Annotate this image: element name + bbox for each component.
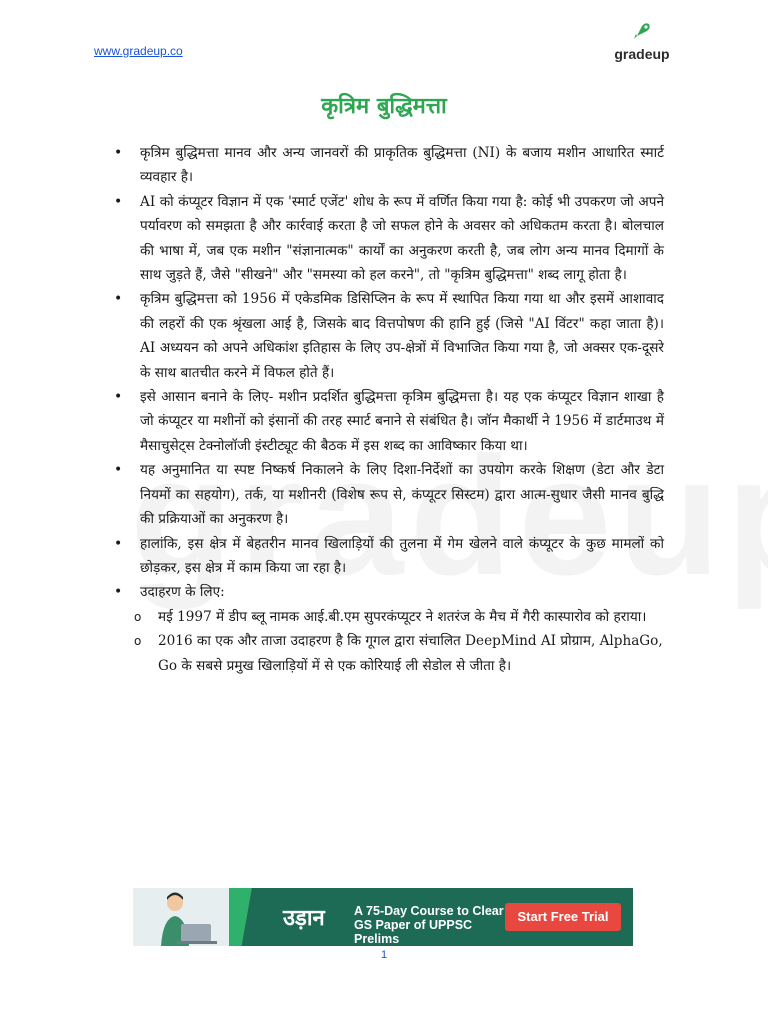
- page-title: कृत्रिम बुद्धिमत्ता: [321, 94, 447, 119]
- banner-brand: उड़ान: [283, 906, 325, 931]
- example-list: [112, 605, 664, 678]
- bullet-item: • यह अनुमानित या स्पष्ट निष्कर्ष निकालने के लिए दिशा-निर्देशों का उपयोग करके शिक्षण (डेटा और डेटा नियमों का सहयोग), तर्क, या मशीनरी (विशेष रूप से, कंप्यूटर सिस्टम) द्वारा आत्म-सुधार जैसी मानव बुद्धि की प्रक्रियाओं का अनुकरण है।: [112, 458, 664, 531]
- banner-stripe: [229, 888, 269, 946]
- bullet-item: • कृत्रिम बुद्धिमत्ता मानव और अन्य जानवरों की प्राकृतिक बुद्धिमत्ता (NI) के बजाय मशीन आधारित स्मार्ट व्यवहार है।: [112, 141, 664, 190]
- bullet-item: • कृत्रिम बुद्धिमत्ता को 1956 में एकेडमिक डिसिप्लिन के रूप में स्थापित किया गया था और इसमें आशावाद की लहरों की एक श्रृंखला आई है, जिसके बाद वित्तपोषण की हानि हुई (जिसे "AI विंटर" कहा जाता है)। AI अध्ययन को अपने अधिकांश इतिहास के लिए उप-क्षेत्रों में विभाजित किया गया है, जो अक्सर एक-दूसरे के साथ बातचीत करने में विफल होते हैं।: [112, 287, 664, 385]
- example-item: o 2016 का एक और ताजा उदाहरण है कि गूगल द्वारा संचालित DeepMind AI प्रोग्राम, AlphaGo, Go के सबसे प्रमुख खिलाड़ियों में से एक कोरियाई ली सेडोल से जीता है।: [112, 629, 664, 678]
- start-free-trial-button[interactable]: Start Free Trial: [505, 903, 621, 931]
- logo-text: gradeup: [614, 46, 670, 62]
- gradeup-logo: [612, 22, 672, 62]
- website-link[interactable]: www.gradeup.co: [94, 44, 183, 58]
- example-item: o मई 1997 में डीप ब्लू नामक आई.बी.एम सुपरकंप्यूटर ने शतरंज के मैच में गैरी कास्पारोव को हराया।: [112, 605, 664, 629]
- bullet-list: [112, 141, 664, 605]
- student-laptop-illustration: [133, 888, 229, 946]
- bullet-item: • हालांकि, इस क्षेत्र में बेहतरीन मानव खिलाड़ियों की तुलना में गेम खेलने वाले कंप्यूटर के कुछ मामलों को छोड़कर, इस क्षेत्र में काम किया जा रहा है।: [112, 532, 664, 581]
- rocket-icon: [631, 22, 653, 42]
- bullet-item: • AI को कंप्यूटर विज्ञान में एक 'स्मार्ट एजेंट' शोध के रूप में वर्णित किया गया है: कोई भी उपकरण जो अपने पर्यावरण को समझता है और कार्रवाई करता है जो सफल होने के अवसर को अधिकतम करता है। बोलचाल की भाषा में, जब एक मशीन "संज्ञानात्मक" कार्यों का अनुकरण करती है, जब लोग अन्य मानव दिमागों के साथ जुड़ते हैं, जैसे "सीखने" और "समस्या को हल करने", तो "कृत्रिम बुद्धिमत्ता" शब्द लागू होता है।: [112, 190, 664, 288]
- banner-text: A 75-Day Course to Clear GS Paper of UPPSC Prelims: [354, 904, 504, 946]
- page-number: 1: [380, 949, 388, 961]
- document-body: [112, 141, 664, 678]
- promo-banner[interactable]: [133, 888, 633, 946]
- bullet-item: • उदाहरण के लिए:: [112, 580, 664, 604]
- bullet-item: • इसे आसान बनाने के लिए- मशीन प्रदर्शित बुद्धिमत्ता कृत्रिम बुद्धिमत्ता है। यह एक कंप्यूटर विज्ञान शाखा है जो कंप्यूटर या मशीनों को इंसानों की तरह स्मार्ट बनाने से संबंधित है। जॉन मैकार्थी ने 1956 में डार्टमाउथ में मैसाचुसेट्स टेक्नोलॉजी इंस्टीट्यूट की बैठक में इस शब्द का आविष्कार किया था।: [112, 385, 664, 458]
